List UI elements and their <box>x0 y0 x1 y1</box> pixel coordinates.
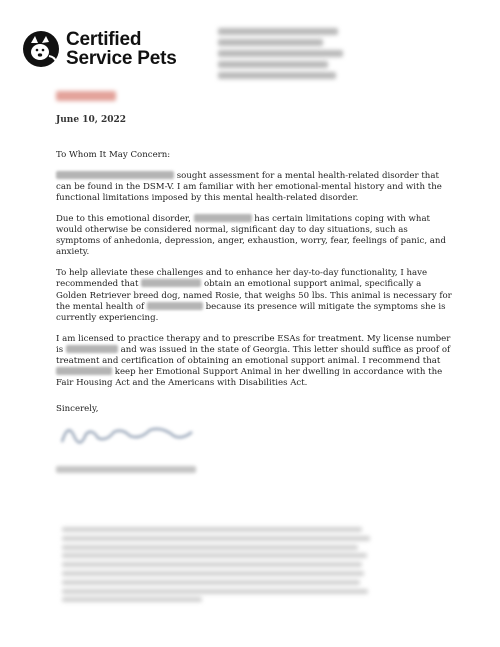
redacted-patient-name <box>56 367 112 375</box>
paragraph-4-text-a: I am licensed to practice therapy and to prescribe ESAs for treatment. My license number is <box>56 333 451 355</box>
dog-head-icon <box>22 30 60 68</box>
redacted-patient-name <box>194 214 252 222</box>
paragraph-3-text-a: To help alleviate these challenges and to enhance her day-to-day functionality, I have recommended that <box>56 268 428 290</box>
redacted-patient-name <box>56 171 174 179</box>
brand-line-1: Certified <box>66 29 142 50</box>
paragraph-3-text-b: obtain an emotional support animal, specifically a Golden Retriever breed dog, named Rosie, that weighs 50 lbs. This animal is necessary for the mental health of <box>56 279 452 312</box>
paragraph-3 <box>56 268 452 324</box>
paragraph-4-text-c: keep her Emotional Support Animal in her dwelling in accordance with the Fair Housing Act and the Americans with Disabilities Act. <box>56 367 443 389</box>
paragraph-2 <box>56 214 452 259</box>
signature-image <box>58 418 198 450</box>
paragraph-1-text: sought assessment for a mental health-related disorder that can be found in the DSM-V. I am familiar with her emotional-mental history and with the functional limitations imposed by this mental health-related disorder. <box>56 170 442 204</box>
paragraph-1 <box>56 171 452 205</box>
brand-logo <box>22 30 177 68</box>
provider-name <box>56 90 116 104</box>
signer-credentials <box>56 466 196 473</box>
brand-name <box>66 30 177 68</box>
redacted-patient-name <box>147 302 203 310</box>
brand-line-2: Service Pets <box>66 48 177 69</box>
redacted-patient-name <box>141 279 201 287</box>
closing: Sincerely, <box>56 403 99 414</box>
paragraph-4-text-b: and was issued in the state of Georgia. This letter should suffice as proof of treatment and certification of obtaining an emotional support animal. I recommend that <box>56 344 451 367</box>
redacted-license-number <box>66 345 118 353</box>
paragraph-3-text-c: because its presence will mitigate the symptoms she is currently experiencing. <box>56 301 446 323</box>
provider-contact-block <box>218 28 358 83</box>
salutation: To Whom It May Concern: <box>56 150 171 160</box>
letter-body <box>56 150 452 424</box>
paragraph-2-text-a: Due to this emotional disorder, <box>56 213 191 224</box>
paragraph-4 <box>56 334 452 390</box>
disclaimer-footer <box>62 527 372 615</box>
letter-date: June 10, 2022 <box>56 115 127 125</box>
paragraph-2-text-b: has certain limitations coping with what would otherwise be considered normal, significant day to day situations, such as symptoms of anhedonia, depression, anger, exhaustion, worry, fear, feelings of panic, and anxiety. <box>56 213 446 258</box>
